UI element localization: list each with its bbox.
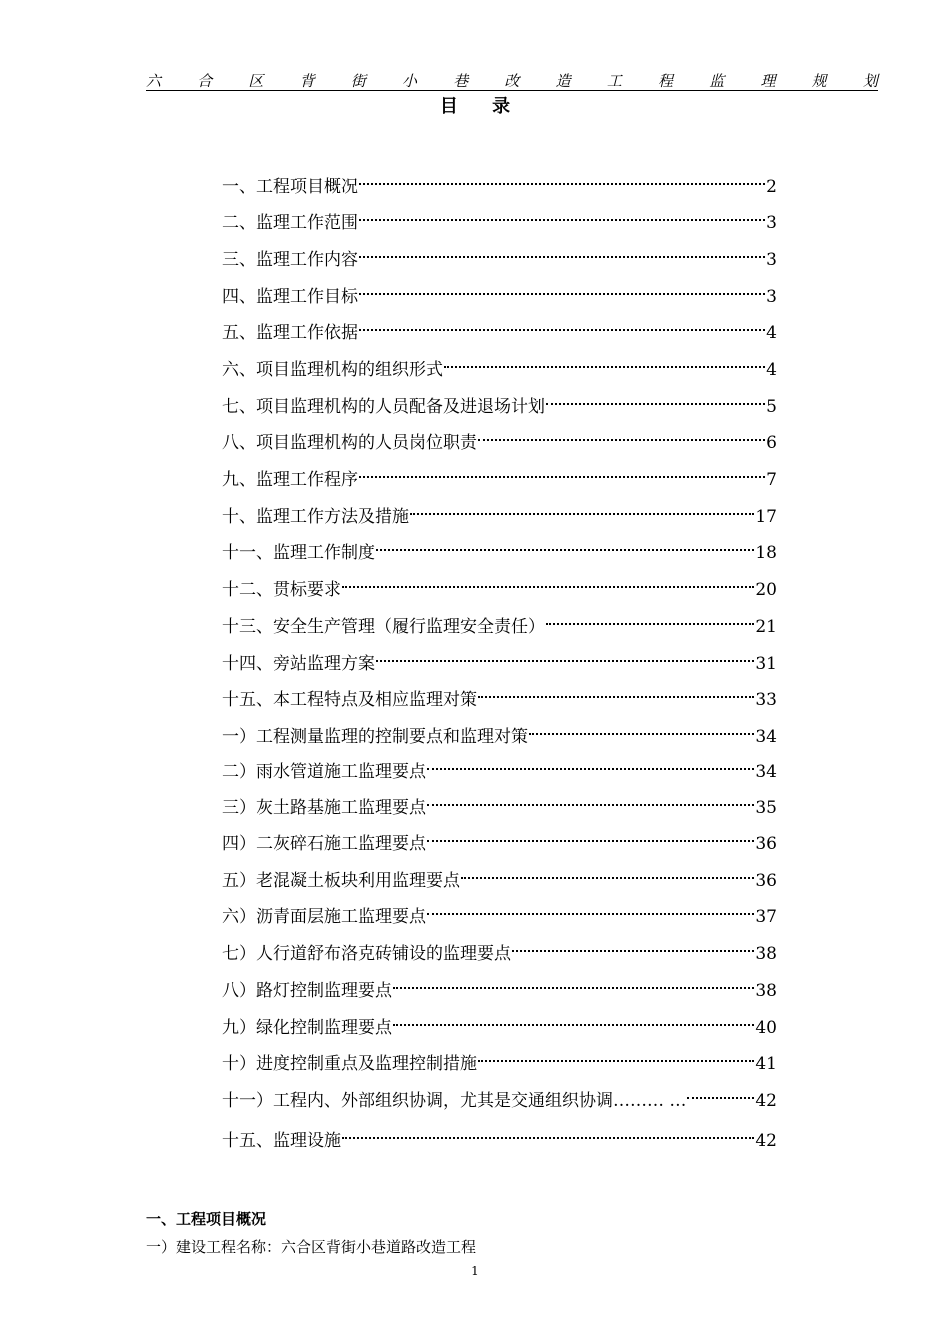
toc-leader-dots	[376, 660, 754, 662]
toc-entry[interactable]	[222, 538, 777, 562]
toc-leader-dots	[342, 586, 754, 588]
toc-entry-text: 十一）工程内、外部组织协调，尤其是交通组织协调……… …	[222, 1091, 687, 1111]
header-char: 区	[248, 72, 264, 90]
header-char: 街	[350, 72, 366, 90]
toc-entry[interactable]	[222, 939, 777, 963]
toc-leader-dots	[410, 513, 754, 515]
toc-entry-page: 36	[755, 871, 777, 891]
toc-entry[interactable]	[222, 976, 777, 1000]
toc-entry[interactable]	[222, 829, 777, 853]
toc-leader-dots	[427, 804, 754, 806]
toc-entry-text: 十一、监理工作制度	[222, 543, 375, 563]
toc-entry-text: 六、项目监理机构的组织形式	[222, 360, 443, 380]
toc-entry-text: 十、监理工作方法及措施	[222, 507, 409, 527]
toc-entry-page: 38	[755, 944, 777, 964]
toc-entry[interactable]	[222, 685, 777, 709]
toc-leader-dots	[359, 256, 765, 258]
toc-entry[interactable]	[222, 502, 777, 526]
toc-entry-text: 二）雨水管道施工监理要点	[222, 762, 426, 782]
header-char: 合	[197, 72, 213, 90]
toc-entry-page: 6	[766, 433, 777, 453]
header-char: 背	[299, 72, 315, 90]
toc-entry-page: 5	[766, 397, 777, 417]
toc-entry-text: 十四、旁站监理方案	[222, 654, 375, 674]
toc-entry-text: 五、监理工作依据	[222, 323, 358, 343]
toc-leader-dots	[478, 1060, 754, 1062]
toc-entry-text: 八、项目监理机构的人员岗位职责	[222, 433, 477, 453]
header-char: 小	[402, 72, 418, 90]
toc-entry[interactable]	[222, 172, 777, 196]
toc-leader-dots	[359, 183, 765, 185]
toc-entry-text: 四）二灰碎石施工监理要点	[222, 834, 426, 854]
header-char: 巷	[453, 72, 469, 90]
toc-leader-dots	[687, 1097, 754, 1099]
toc-entry-text: 五）老混凝土板块利用监理要点	[222, 871, 460, 891]
toc-leader-dots	[359, 329, 765, 331]
toc-entry-text: 十五、监理设施	[222, 1131, 341, 1151]
toc-entry[interactable]	[222, 1126, 777, 1150]
toc-entry-text: 七、项目监理机构的人员配备及进退场计划	[222, 397, 545, 417]
toc-leader-dots	[461, 877, 754, 879]
toc-entry-page: 3	[766, 250, 777, 270]
toc-entry-page: 36	[755, 834, 777, 854]
toc-leader-dots	[342, 1137, 754, 1139]
toc-entry[interactable]	[222, 392, 777, 416]
toc-entry-text: 三）灰土路基施工监理要点	[222, 798, 426, 818]
toc-entry-text: 八）路灯控制监理要点	[222, 981, 392, 1001]
toc-entry-page: 35	[755, 798, 777, 818]
header-char: 改	[504, 72, 520, 90]
toc-entry[interactable]	[222, 722, 777, 746]
toc-entry-page: 4	[766, 360, 777, 380]
toc-entry[interactable]	[222, 793, 777, 817]
toc-entry-page: 42	[755, 1091, 777, 1111]
toc-entry-text: 九、监理工作程序	[222, 470, 358, 490]
toc-leader-dots	[427, 768, 754, 770]
toc-entry-page: 40	[755, 1018, 777, 1038]
running-header	[146, 70, 878, 90]
header-char: 工	[606, 72, 622, 90]
toc-entry-page: 33	[755, 690, 777, 710]
toc-leader-dots	[478, 696, 754, 698]
toc-leader-dots	[512, 950, 754, 952]
toc-entry-page: 34	[755, 762, 777, 782]
toc-leader-dots	[546, 623, 754, 625]
toc-entry-page: 38	[755, 981, 777, 1001]
toc-leader-dots	[444, 366, 765, 368]
toc-entry-text: 一）工程测量监理的控制要点和监理对策	[222, 727, 528, 747]
toc-entry-text: 十三、安全生产管理（履行监理安全责任）	[222, 617, 545, 637]
toc-entry-page: 2	[766, 177, 777, 197]
header-char: 程	[658, 72, 674, 90]
toc-entry-text: 二、监理工作范围	[222, 213, 358, 233]
header-char: 理	[760, 72, 776, 90]
toc-entry-page: 7	[766, 470, 777, 490]
toc-entry-text: 十二、贯标要求	[222, 580, 341, 600]
toc-entry[interactable]	[222, 245, 777, 269]
toc-entry[interactable]	[222, 1013, 777, 1037]
toc-entry-text: 六）沥青面层施工监理要点	[222, 907, 426, 927]
toc-entry-text: 十）进度控制重点及监理控制措施	[222, 1054, 477, 1074]
toc-leader-dots	[359, 476, 765, 478]
toc-entry[interactable]	[222, 757, 777, 781]
body-line-project-name: 一）建设工程名称：六合区背街小巷道路改造工程	[146, 1238, 477, 1256]
header-char: 监	[709, 72, 725, 90]
toc-leader-dots	[546, 403, 765, 405]
toc-entry-page: 31	[755, 654, 777, 674]
toc-entry-text: 三、监理工作内容	[222, 250, 358, 270]
toc-leader-dots	[393, 1024, 754, 1026]
toc-entry-page: 3	[766, 287, 777, 307]
toc-entry-text: 四、监理工作目标	[222, 287, 358, 307]
toc-entry[interactable]	[222, 318, 777, 342]
toc-entry[interactable]	[222, 465, 777, 489]
toc-entry-page: 20	[755, 580, 777, 600]
toc-leader-dots	[393, 987, 754, 989]
toc-entry-page: 21	[755, 617, 777, 637]
toc-leader-dots	[427, 913, 754, 915]
toc-leader-dots	[359, 219, 765, 221]
toc-entry[interactable]	[222, 1049, 777, 1073]
toc-entry[interactable]	[222, 208, 777, 232]
header-char: 造	[555, 72, 571, 90]
toc-entry[interactable]	[222, 866, 777, 890]
toc-entry-page: 37	[755, 907, 777, 927]
header-char: 划	[862, 72, 878, 90]
toc-entry-page: 41	[755, 1054, 777, 1074]
toc-entry-page: 17	[755, 507, 777, 527]
toc-leader-dots	[529, 733, 754, 735]
section-heading: 一、工程项目概况	[146, 1210, 267, 1228]
toc-entry-page: 4	[766, 323, 777, 343]
toc-entry-text: 九）绿化控制监理要点	[222, 1018, 392, 1038]
toc-entry-page: 34	[755, 727, 777, 747]
toc-entry[interactable]	[222, 612, 777, 636]
header-char: 规	[811, 72, 827, 90]
toc-leader-dots	[427, 840, 754, 842]
toc-entry-page: 42	[755, 1131, 777, 1151]
toc-entry-text: 十五、本工程特点及相应监理对策	[222, 690, 477, 710]
toc-entry[interactable]	[222, 575, 777, 599]
page-number: 1	[471, 1264, 479, 1278]
toc-entry-page: 3	[766, 213, 777, 233]
toc-leader-dots	[478, 439, 765, 441]
toc-entry-text: 七）人行道舒布洛克砖铺设的监理要点	[222, 944, 511, 964]
toc-leader-dots	[359, 293, 765, 295]
header-char: 六	[146, 72, 162, 90]
toc-leader-dots	[376, 549, 754, 551]
header-rule	[146, 90, 878, 91]
toc-entry[interactable]	[222, 428, 777, 452]
toc-title: 目 录	[439, 96, 525, 117]
toc-entry[interactable]	[222, 902, 777, 926]
toc-entry[interactable]	[222, 1086, 777, 1110]
toc-entry-page: 18	[755, 543, 777, 563]
toc-entry-text: 一、工程项目概况	[222, 177, 358, 197]
toc-entry[interactable]	[222, 355, 777, 379]
toc-entry[interactable]	[222, 282, 777, 306]
toc-entry[interactable]	[222, 649, 777, 673]
